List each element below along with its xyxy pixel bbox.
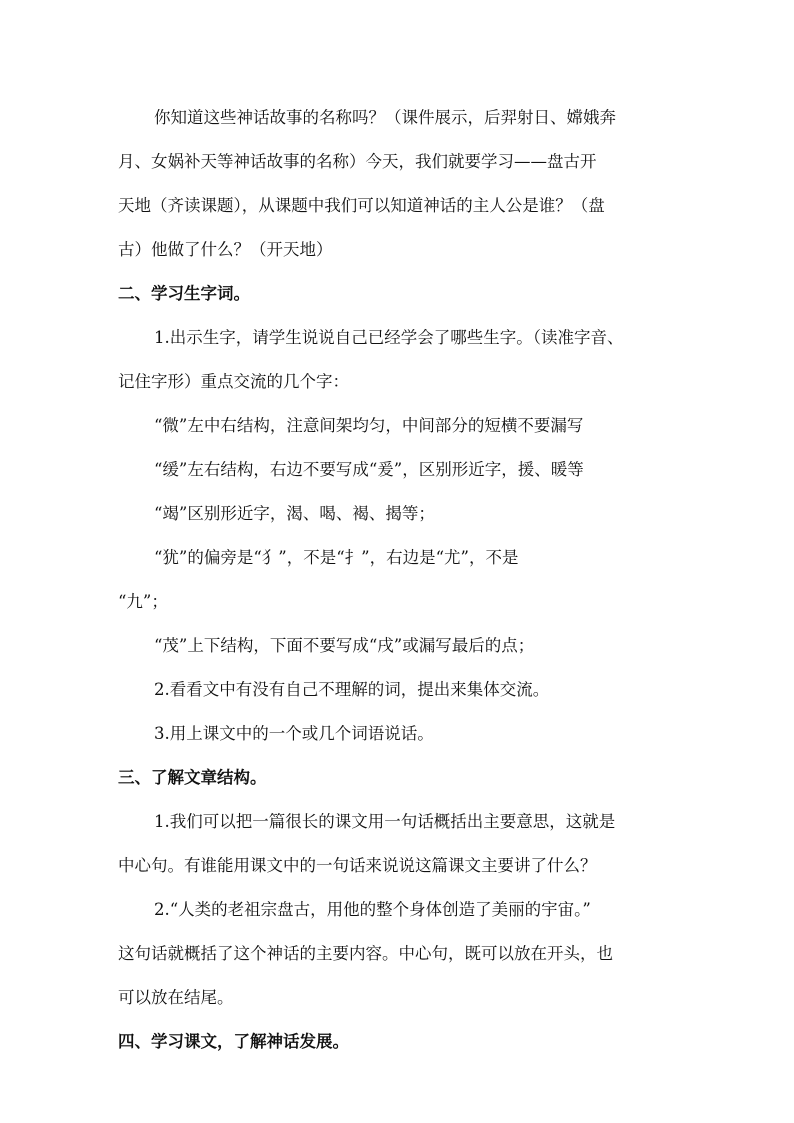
char-note-line: “九”； (118, 592, 168, 611)
char-note-line: “犹”的偏旁是“犭”，不是“扌”，右边是“尤”，不是 (154, 548, 519, 567)
item-line: 2.“人类的老祖宗盘古，用他的整个身体创造了美丽的宇宙。” (154, 900, 591, 919)
item-line: 可以放在结尾。 (118, 988, 234, 1007)
char-note-line: “竭”区别形近字，渴、喝、褐、揭等； (154, 504, 435, 523)
item-line: 中心句。有谁能用课文中的一句话来说说这篇课文主要讲了什么？ (118, 856, 597, 875)
item-line: 1.出示生字，请学生说说自己已经学会了哪些生字。（读准字音、 (154, 328, 624, 347)
intro-line: 古）他做了什么？（开天地） (118, 240, 333, 259)
char-note-line: “缓”左右结构，右边不要写成“爰”，区别形近字，援、暖等 (154, 460, 584, 479)
section-heading-4: 四、学习课文，了解神话发展。 (118, 1032, 349, 1051)
document-body (118, 96, 670, 1064)
intro-line: 天地（齐读课题），从课题中我们可以知道神话的主人公是谁？（盘 (118, 196, 605, 215)
char-note-line: “茂”上下结构，下面不要写成“戌”或漏写最后的点； (154, 636, 535, 655)
section-heading-3: 三、了解文章结构。 (118, 768, 267, 787)
item-line: 3.用上课文中的一个或几个词语说话。 (154, 724, 434, 743)
char-note-line: “微”左中右结构，注意间架均匀，中间部分的短横不要漏写 (154, 416, 584, 435)
intro-line: 月、女娲补天等神话故事的名称）今天，我们就要学习——盘古开 (118, 152, 597, 171)
item-line: 1.我们可以把一篇很长的课文用一句话概括出主要意思，这就是 (154, 812, 616, 831)
intro-line: 你知道这些神话故事的名称吗？（课件展示，后羿射日、嫦娥奔 (154, 108, 616, 127)
item-line: 记住字形）重点交流的几个字： (118, 372, 349, 391)
item-line: 2.看看文中有没有自己不理解的词，提出来集体交流。 (154, 680, 550, 699)
section-heading-2: 二、学习生字词。 (118, 284, 250, 303)
item-line: 这句话就概括了这个神话的主要内容。中心句，既可以放在开头，也 (118, 944, 613, 963)
